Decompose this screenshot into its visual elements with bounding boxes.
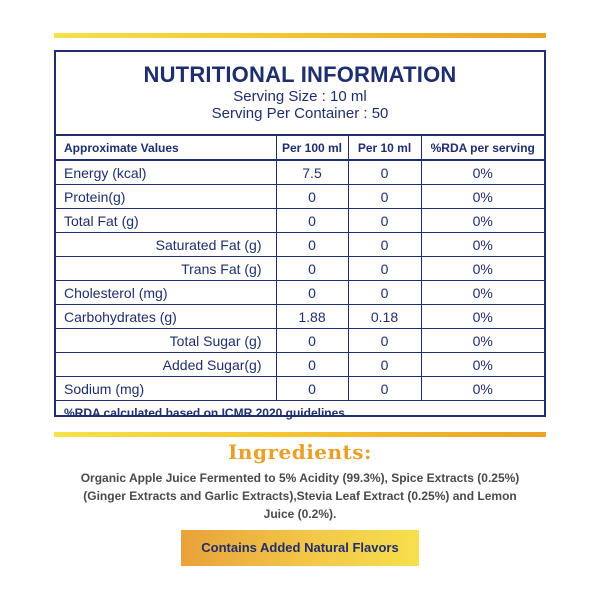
value-rda: 0% — [421, 281, 544, 305]
column-header-rda: %RDA per serving — [421, 136, 544, 160]
ingredients-text: Organic Apple Juice Fermented to 5% Acidity (99.3%), Spice Extracts (0.25%) (Ginger Extracts and Garlic Extracts),Stevia Leaf Extract (0.25%) and Lemon Juice (0.2%). — [80, 471, 520, 521]
value-per-10ml: 0 — [348, 185, 421, 209]
table-header-row — [56, 136, 544, 160]
bottom-divider — [54, 432, 546, 437]
top-divider — [54, 33, 546, 38]
table-row — [56, 329, 544, 353]
table-row — [56, 377, 544, 401]
table-row — [56, 209, 544, 233]
column-header-approximate-values: Approximate Values — [56, 136, 276, 160]
value-per-100ml: 0 — [276, 377, 348, 401]
value-per-100ml: 0 — [276, 209, 348, 233]
footnote-row — [56, 401, 544, 426]
rda-footnote: %RDA calculated based on ICMR 2020 guidelines. — [56, 401, 544, 426]
value-rda: 0% — [421, 185, 544, 209]
column-header-per-10ml: Per 10 ml — [348, 136, 421, 160]
servings-per-container: Serving Per Container : 50 — [211, 105, 389, 122]
value-per-10ml: 0 — [348, 209, 421, 233]
value-per-100ml: 0 — [276, 185, 348, 209]
value-per-10ml: 0 — [348, 233, 421, 257]
value-rda: 0% — [421, 353, 544, 377]
value-per-10ml: 0 — [348, 353, 421, 377]
value-rda: 0% — [421, 305, 544, 329]
nutrient-label: Cholesterol (mg) — [56, 281, 276, 305]
value-per-100ml: 0 — [276, 329, 348, 353]
nutrient-label: Added Sugar(g) — [56, 353, 276, 377]
natural-flavors-badge: Contains Added Natural Flavors — [181, 530, 419, 566]
value-rda: 0% — [421, 233, 544, 257]
nutrition-title: NUTRITIONAL INFORMATION — [143, 62, 457, 87]
value-rda: 0% — [421, 377, 544, 401]
value-per-10ml: 0 — [348, 329, 421, 353]
column-header-per-100ml: Per 100 ml — [276, 136, 348, 160]
nutrient-label: Energy (kcal) — [56, 160, 276, 185]
nutrient-label: Carbohydrates (g) — [56, 305, 276, 329]
value-rda: 0% — [421, 160, 544, 185]
table-row — [56, 185, 544, 209]
nutrient-label: Saturated Fat (g) — [56, 233, 276, 257]
value-per-100ml: 7.5 — [276, 160, 348, 185]
nutrition-table — [56, 136, 544, 425]
nutrient-label: Total Sugar (g) — [56, 329, 276, 353]
value-per-10ml: 0 — [348, 281, 421, 305]
nutrient-label: Trans Fat (g) — [56, 257, 276, 281]
value-rda: 0% — [421, 329, 544, 353]
ingredients-title: Ingredients: — [228, 440, 372, 464]
nutrient-label: Protein(g) — [56, 185, 276, 209]
table-row — [56, 305, 544, 329]
table-row — [56, 160, 544, 185]
serving-size: Serving Size : 10 ml — [233, 88, 367, 105]
nutrition-panel — [54, 50, 546, 420]
value-rda: 0% — [421, 257, 544, 281]
value-per-10ml: 0 — [348, 257, 421, 281]
nutrient-label: Sodium (mg) — [56, 377, 276, 401]
value-per-10ml: 0.18 — [348, 305, 421, 329]
nutrition-header — [56, 52, 544, 136]
table-row — [56, 257, 544, 281]
value-per-10ml: 0 — [348, 377, 421, 401]
nutrient-label: Total Fat (g) — [56, 209, 276, 233]
value-rda: 0% — [421, 209, 544, 233]
value-per-100ml: 1.88 — [276, 305, 348, 329]
table-row — [56, 233, 544, 257]
value-per-100ml: 0 — [276, 353, 348, 377]
table-row — [56, 353, 544, 377]
value-per-100ml: 0 — [276, 233, 348, 257]
value-per-100ml: 0 — [276, 281, 348, 305]
table-row — [56, 281, 544, 305]
value-per-10ml: 0 — [348, 160, 421, 185]
value-per-100ml: 0 — [276, 257, 348, 281]
